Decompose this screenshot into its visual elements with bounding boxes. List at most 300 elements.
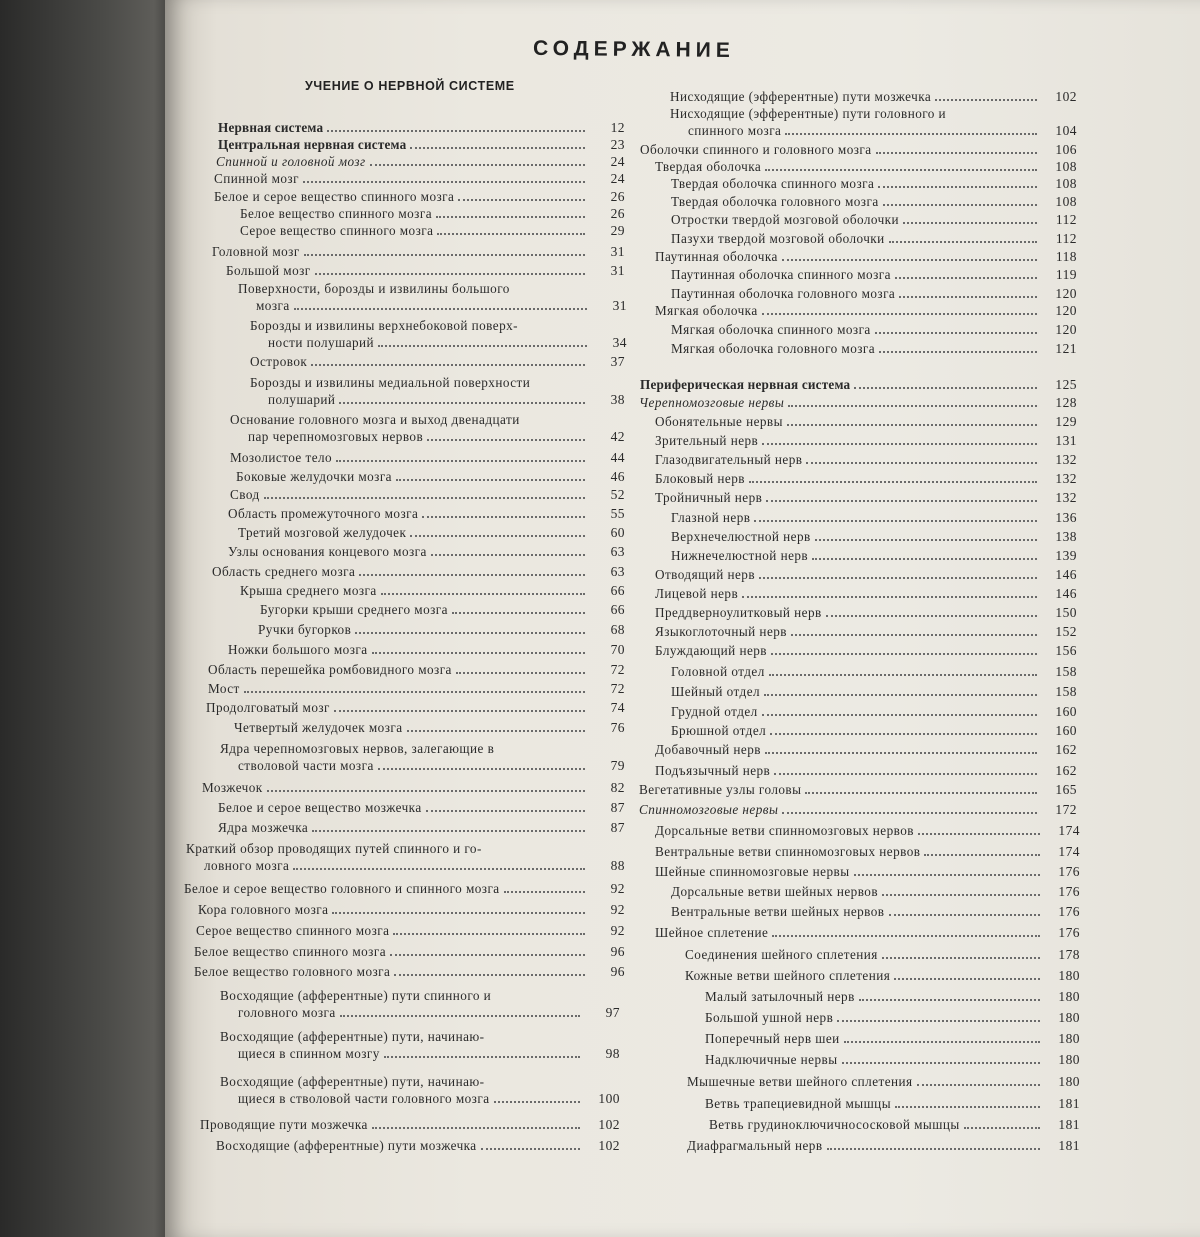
dot-leader bbox=[372, 642, 585, 654]
toc-entry bbox=[687, 1073, 1080, 1090]
dot-leader bbox=[806, 452, 1037, 464]
toc-entry-title: Пазухи твердой мозговой оболочки bbox=[671, 231, 885, 246]
toc-entry-title: Восходящие (афферентные) пути спинного и bbox=[220, 988, 492, 1003]
toc-entry-title: Нижнечелюстной нерв bbox=[671, 548, 809, 563]
toc-entry-title: Обонятельные нервы bbox=[655, 414, 783, 429]
toc-entry-title: Третий мозговой желудочек bbox=[238, 525, 407, 540]
toc-entry-title-cont: пар черепномозговых нервов bbox=[248, 429, 424, 444]
toc-page-number: 119 bbox=[1055, 267, 1077, 282]
dot-leader bbox=[264, 487, 585, 499]
toc-entry bbox=[671, 193, 1077, 210]
toc-page-number: 24 bbox=[610, 171, 625, 186]
dot-leader bbox=[889, 904, 1041, 916]
toc-entry-title: Малый затылочный нерв bbox=[705, 989, 855, 1004]
toc-entry bbox=[671, 321, 1077, 338]
toc-entry-title: Вентральные ветви шейных нервов bbox=[671, 904, 885, 919]
dot-leader bbox=[882, 884, 1040, 896]
dot-leader bbox=[785, 123, 1037, 135]
toc-entry-title: Брюшной отдел bbox=[671, 723, 767, 738]
toc-page-number: 55 bbox=[610, 506, 625, 521]
toc-page-number: 125 bbox=[1055, 377, 1077, 392]
dot-leader bbox=[426, 800, 585, 812]
dot-leader bbox=[769, 664, 1037, 676]
toc-entry bbox=[196, 922, 625, 939]
toc-entry bbox=[234, 719, 625, 736]
toc-page-number: 112 bbox=[1055, 231, 1077, 246]
toc-entry bbox=[655, 585, 1077, 602]
toc-entry bbox=[236, 468, 625, 485]
toc-page-number: 92 bbox=[610, 881, 625, 896]
toc-entry bbox=[228, 505, 625, 522]
toc-entry bbox=[639, 781, 1077, 798]
toc-page-number: 181 bbox=[1058, 1096, 1080, 1111]
dot-leader bbox=[770, 723, 1037, 735]
toc-entry bbox=[655, 432, 1077, 449]
dot-leader bbox=[370, 154, 585, 166]
toc-page-number: 180 bbox=[1058, 968, 1080, 983]
toc-entry-title: Паутинная оболочка головного мозга bbox=[671, 286, 896, 301]
dot-leader bbox=[772, 925, 1040, 937]
toc-page-number: 136 bbox=[1055, 510, 1077, 525]
toc-entry-title: Белое и серое вещество спинного мозга bbox=[214, 189, 455, 204]
toc-page-number: 180 bbox=[1058, 1010, 1080, 1025]
dot-leader bbox=[782, 249, 1037, 261]
section-title: УЧЕНИЕ О НЕРВНОЙ СИСТЕМЕ bbox=[305, 79, 515, 93]
toc-entry bbox=[230, 486, 625, 503]
toc-entry-title: Борозды и извилины верхнебоковой поверх- bbox=[250, 318, 519, 333]
toc-entry-title: Лицевой нерв bbox=[655, 586, 739, 601]
toc-entry bbox=[655, 924, 1080, 941]
toc-entry bbox=[218, 799, 625, 816]
toc-page-number: 132 bbox=[1055, 452, 1077, 467]
toc-page-number: 44 bbox=[610, 450, 625, 465]
dot-leader bbox=[304, 244, 585, 256]
toc-entry bbox=[218, 819, 625, 836]
toc-page-number: 129 bbox=[1055, 414, 1077, 429]
toc-entry bbox=[687, 1137, 1080, 1154]
toc-entry-title-cont: мозга bbox=[256, 298, 290, 313]
toc-page-number: 23 bbox=[610, 137, 625, 152]
toc-entry bbox=[198, 901, 625, 918]
dot-leader bbox=[394, 964, 585, 976]
toc-entry bbox=[640, 376, 1077, 393]
dot-leader bbox=[762, 433, 1037, 445]
dot-leader bbox=[882, 947, 1040, 959]
toc-page-number: 29 bbox=[610, 223, 625, 238]
toc-entry-title: Мышечные ветви шейного сплетения bbox=[687, 1074, 913, 1089]
dot-leader bbox=[762, 704, 1037, 716]
toc-entry-title-cont: спинного мозга bbox=[688, 123, 782, 138]
toc-entry bbox=[655, 451, 1077, 468]
toc-entry bbox=[655, 822, 1080, 839]
toc-entry bbox=[709, 1116, 1080, 1133]
toc-entry-title: Шейные спинномозговые нервы bbox=[655, 864, 850, 879]
toc-entry-title: Головной отдел bbox=[671, 664, 765, 679]
toc-entry bbox=[220, 987, 620, 1021]
toc-page-number: 146 bbox=[1055, 567, 1077, 582]
toc-entry bbox=[655, 762, 1077, 779]
dot-leader bbox=[924, 844, 1040, 856]
toc-entry-title-cont: ловного мозга bbox=[204, 858, 290, 873]
toc-page-number: 82 bbox=[610, 780, 625, 795]
toc-entry bbox=[184, 880, 625, 897]
toc-page-number: 180 bbox=[1058, 1031, 1080, 1046]
dot-leader bbox=[378, 335, 587, 347]
toc-entry bbox=[671, 340, 1077, 357]
toc-entry bbox=[655, 863, 1080, 880]
toc-entry-title: Черепномозговые нервы bbox=[639, 395, 785, 410]
toc-entry-title: Нервная система bbox=[218, 120, 324, 135]
toc-page-number: 139 bbox=[1055, 548, 1077, 563]
toc-entry bbox=[705, 1095, 1080, 1112]
dot-leader bbox=[311, 354, 585, 366]
toc-entry-title-cont: стволовой части мозга bbox=[238, 758, 374, 773]
toc-entry-title: Основание головного мозга и выход двенадцати bbox=[230, 412, 520, 427]
dot-leader bbox=[876, 142, 1037, 154]
toc-page-number: 176 bbox=[1058, 864, 1080, 879]
toc-entry-title: Поверхности, борозды и извилины большого bbox=[238, 281, 510, 296]
dot-leader bbox=[759, 567, 1037, 579]
toc-page-number: 38 bbox=[610, 392, 625, 407]
toc-entry-title: Отводящий нерв bbox=[655, 567, 756, 582]
toc-entry bbox=[671, 211, 1077, 228]
toc-entry-title: Мягкая оболочка спинного мозга bbox=[671, 322, 871, 337]
toc-entry bbox=[655, 566, 1077, 583]
toc-entry-title: Ветвь трапециевидной мышцы bbox=[705, 1096, 892, 1111]
toc-page-number: 158 bbox=[1055, 684, 1077, 699]
toc-entry bbox=[671, 528, 1077, 545]
toc-entry bbox=[214, 188, 625, 205]
toc-entry bbox=[671, 266, 1077, 283]
toc-entry-title-cont: щиеся в стволовой части головного мозга bbox=[238, 1091, 490, 1106]
toc-page-number: 102 bbox=[598, 1117, 620, 1132]
toc-page-number: 112 bbox=[1055, 212, 1077, 227]
toc-entry bbox=[230, 449, 625, 466]
toc-page-number: 138 bbox=[1055, 529, 1077, 544]
toc-entry-title: Мозолистое тело bbox=[230, 450, 333, 465]
toc-page-number: 120 bbox=[1055, 303, 1077, 318]
toc-entry bbox=[200, 1116, 620, 1133]
toc-entry bbox=[705, 1051, 1080, 1068]
toc-entry bbox=[705, 988, 1080, 1005]
toc-entry bbox=[671, 903, 1080, 920]
toc-page-number: 68 bbox=[610, 622, 625, 637]
toc-entry-title: Центральная нервная система bbox=[218, 137, 407, 152]
toc-page-number: 172 bbox=[1055, 802, 1077, 817]
dot-leader bbox=[481, 1138, 580, 1150]
dot-leader bbox=[749, 471, 1037, 483]
toc-entry-title: Соединения шейного сплетения bbox=[685, 947, 878, 962]
toc-page-number: 158 bbox=[1055, 664, 1077, 679]
dot-leader bbox=[878, 176, 1037, 188]
toc-entry-title: Область среднего мозга bbox=[212, 564, 356, 579]
toc-entry bbox=[212, 243, 625, 260]
toc-entry-title: Подъязычный нерв bbox=[655, 763, 771, 778]
dot-leader bbox=[782, 802, 1037, 814]
toc-page-number: 162 bbox=[1055, 742, 1077, 757]
toc-page-number: 96 bbox=[610, 944, 625, 959]
toc-page-number: 156 bbox=[1055, 643, 1077, 658]
toc-entry bbox=[705, 1030, 1080, 1047]
toc-entry bbox=[218, 136, 625, 153]
toc-entry-title: Белое и серое вещество мозжечка bbox=[218, 800, 422, 815]
toc-page-number: 97 bbox=[605, 1005, 620, 1020]
toc-page-number: 128 bbox=[1055, 395, 1077, 410]
toc-page-number: 165 bbox=[1055, 782, 1077, 797]
toc-entry-title: Кожные ветви шейного сплетения bbox=[685, 968, 891, 983]
toc-entry-title: Узлы основания концевого мозга bbox=[228, 544, 427, 559]
dot-leader bbox=[859, 989, 1040, 1001]
toc-entry bbox=[640, 141, 1077, 158]
toc-entry-title: Диафрагмальный нерв bbox=[687, 1138, 823, 1153]
toc-entry bbox=[671, 883, 1080, 900]
dot-leader bbox=[427, 429, 585, 441]
dot-leader bbox=[889, 231, 1037, 243]
toc-page-number: 31 bbox=[612, 298, 627, 313]
dot-leader bbox=[935, 89, 1037, 101]
toc-page-number: 66 bbox=[610, 602, 625, 617]
dot-leader bbox=[899, 286, 1037, 298]
dot-leader bbox=[854, 864, 1040, 876]
dot-leader bbox=[410, 525, 585, 537]
toc-entry bbox=[685, 967, 1080, 984]
dot-leader bbox=[742, 586, 1037, 598]
dot-leader bbox=[894, 968, 1040, 980]
toc-entry bbox=[655, 741, 1077, 758]
toc-entry bbox=[250, 353, 625, 370]
toc-entry-title: Четвертый желудочек мозга bbox=[234, 720, 403, 735]
toc-entry-title: Мягкая оболочка головного мозга bbox=[671, 341, 876, 356]
dot-leader bbox=[312, 820, 585, 832]
toc-entry-title: Твердая оболочка головного мозга bbox=[671, 194, 879, 209]
book-spine-shadow bbox=[0, 0, 175, 1237]
toc-entry-title: Спинномозговые нервы bbox=[639, 802, 779, 817]
toc-page-number: 178 bbox=[1058, 947, 1080, 962]
toc-page-number: 87 bbox=[610, 820, 625, 835]
toc-page-number: 132 bbox=[1055, 490, 1077, 505]
toc-entry bbox=[655, 158, 1077, 175]
toc-entry bbox=[655, 604, 1077, 621]
dot-leader bbox=[815, 529, 1037, 541]
toc-entry-title: Проводящие пути мозжечка bbox=[200, 1117, 368, 1132]
toc-page-number: 66 bbox=[610, 583, 625, 598]
toc-page-number: 96 bbox=[610, 964, 625, 979]
dot-leader bbox=[431, 544, 585, 556]
toc-entry bbox=[238, 280, 627, 314]
dot-leader bbox=[294, 298, 587, 310]
dot-leader bbox=[895, 1096, 1040, 1108]
toc-page-number: 12 bbox=[610, 120, 625, 135]
toc-entry bbox=[250, 317, 627, 351]
toc-entry bbox=[240, 582, 625, 599]
toc-entry-title: Преддверноулитковый нерв bbox=[655, 605, 822, 620]
toc-entry-title: Зрительный нерв bbox=[655, 433, 759, 448]
dot-leader bbox=[458, 189, 585, 201]
toc-entry-title: Серое вещество спинного мозга bbox=[196, 923, 390, 938]
dot-leader bbox=[244, 681, 585, 693]
toc-entry-title: Бугорки крыши среднего мозга bbox=[260, 602, 448, 617]
dot-leader bbox=[791, 624, 1037, 636]
toc-page-number: 118 bbox=[1055, 249, 1077, 264]
toc-entry bbox=[216, 1137, 620, 1154]
toc-entry-title: Нисходящие (эфферентные) пути головного и bbox=[670, 106, 947, 121]
toc-page-number: 108 bbox=[1055, 194, 1077, 209]
toc-entry bbox=[655, 470, 1077, 487]
toc-entry-title: Область промежуточного мозга bbox=[228, 506, 419, 521]
toc-entry-title: Дорсальные ветви спинномозговых нервов bbox=[655, 823, 914, 838]
toc-entry bbox=[240, 205, 625, 222]
dot-leader bbox=[396, 469, 585, 481]
toc-entry-title: Шейное сплетение bbox=[655, 925, 769, 940]
dot-leader bbox=[765, 742, 1037, 754]
dot-leader bbox=[340, 1005, 580, 1017]
toc-entry-title: Большой ушной нерв bbox=[705, 1010, 834, 1025]
toc-entry bbox=[220, 740, 625, 774]
toc-page-number: 79 bbox=[610, 758, 625, 773]
toc-entry-title: Периферическая нервная система bbox=[640, 377, 851, 392]
toc-entry-title: Оболочки спинного и головного мозга bbox=[640, 142, 872, 157]
dot-leader bbox=[771, 643, 1037, 655]
toc-entry-title: Продолговатый мозг bbox=[206, 700, 330, 715]
dot-leader bbox=[355, 622, 585, 634]
toc-entry-title: Краткий обзор проводящих путей спинного и го- bbox=[186, 841, 482, 856]
dot-leader bbox=[895, 267, 1037, 279]
toc-page-number: 74 bbox=[610, 700, 625, 715]
toc-entry bbox=[671, 683, 1077, 700]
toc-page-number: 63 bbox=[610, 564, 625, 579]
dot-leader bbox=[827, 1138, 1040, 1150]
toc-entry-title: Нисходящие (эфферентные) пути мозжечка bbox=[670, 89, 932, 104]
toc-page-number: 100 bbox=[598, 1091, 620, 1106]
dot-leader bbox=[315, 263, 585, 275]
dot-leader bbox=[336, 450, 585, 462]
toc-entry bbox=[671, 175, 1077, 192]
toc-entry-title: Островок bbox=[250, 354, 308, 369]
dot-leader bbox=[422, 506, 585, 518]
toc-entry bbox=[260, 601, 625, 618]
toc-page-number: 46 bbox=[610, 469, 625, 484]
toc-entry-title-cont: головного мозга bbox=[238, 1005, 336, 1020]
dot-leader bbox=[826, 605, 1037, 617]
dot-leader bbox=[964, 1117, 1040, 1129]
toc-entry-title: Ножки большого мозга bbox=[228, 642, 368, 657]
dot-leader bbox=[436, 206, 585, 218]
toc-page-number: 76 bbox=[610, 720, 625, 735]
toc-column-left bbox=[180, 0, 630, 1237]
dot-leader bbox=[774, 763, 1037, 775]
dot-leader bbox=[875, 322, 1037, 334]
dot-leader bbox=[837, 1010, 1040, 1022]
dot-leader bbox=[879, 341, 1037, 353]
dot-leader bbox=[854, 377, 1037, 389]
toc-entry bbox=[655, 413, 1077, 430]
toc-page-number: 106 bbox=[1055, 142, 1077, 157]
toc-entry bbox=[639, 801, 1077, 818]
toc-entry-title: Боковые желудочки мозга bbox=[236, 469, 392, 484]
toc-entry-title: Восходящие (афферентные) пути, начинаю- bbox=[220, 1029, 485, 1044]
toc-entry bbox=[238, 524, 625, 541]
toc-entry-title: Добавочный нерв bbox=[655, 742, 761, 757]
toc-page-number: 42 bbox=[610, 429, 625, 444]
toc-entry bbox=[671, 722, 1077, 739]
toc-entry bbox=[655, 248, 1077, 265]
dot-leader bbox=[764, 684, 1037, 696]
toc-entry-title-cont: полушарий bbox=[268, 392, 336, 407]
toc-page-number: 132 bbox=[1055, 471, 1077, 486]
toc-entry bbox=[639, 394, 1077, 411]
toc-page-number: 176 bbox=[1058, 884, 1080, 899]
toc-page-number: 87 bbox=[610, 800, 625, 815]
toc-entry-title-cont: ности полушарий bbox=[268, 335, 375, 350]
toc-entry bbox=[655, 843, 1080, 860]
toc-entry-title: Тройничный нерв bbox=[655, 490, 763, 505]
toc-page-number: 150 bbox=[1055, 605, 1077, 620]
toc-entry bbox=[214, 170, 625, 187]
dot-leader bbox=[494, 1091, 580, 1103]
toc-page-number: 160 bbox=[1055, 723, 1077, 738]
toc-entry bbox=[655, 489, 1077, 506]
toc-page-number: 174 bbox=[1058, 823, 1080, 838]
toc-page-number: 181 bbox=[1058, 1117, 1080, 1132]
dot-leader bbox=[456, 662, 585, 674]
toc-page-number: 176 bbox=[1058, 904, 1080, 919]
toc-page-number: 131 bbox=[1055, 433, 1077, 448]
toc-entry-title: Вегетативные узлы головы bbox=[639, 782, 802, 797]
dot-leader bbox=[812, 548, 1037, 560]
toc-entry bbox=[655, 302, 1077, 319]
toc-entry bbox=[208, 661, 625, 678]
toc-page-number: 98 bbox=[605, 1046, 620, 1061]
toc-entry bbox=[655, 642, 1077, 659]
toc-entry bbox=[208, 680, 625, 697]
toc-page-number: 181 bbox=[1058, 1138, 1080, 1153]
toc-entry bbox=[258, 621, 625, 638]
toc-page-number: 26 bbox=[610, 206, 625, 221]
toc-entry bbox=[230, 411, 625, 445]
toc-entry bbox=[250, 374, 625, 408]
toc-page-number: 31 bbox=[610, 263, 625, 278]
toc-entry-title: Свод bbox=[230, 487, 260, 502]
dot-leader bbox=[787, 414, 1037, 426]
toc-page-number: 146 bbox=[1055, 586, 1077, 601]
dot-leader bbox=[359, 564, 585, 576]
toc-entry-title: Грудной отдел bbox=[671, 704, 758, 719]
dot-leader bbox=[332, 902, 585, 914]
dot-leader bbox=[410, 137, 585, 149]
toc-entry bbox=[194, 963, 625, 980]
toc-page-number: 34 bbox=[612, 335, 627, 350]
dot-leader bbox=[504, 881, 585, 893]
toc-entry bbox=[216, 153, 625, 170]
dot-leader bbox=[883, 194, 1037, 206]
toc-entry bbox=[671, 230, 1077, 247]
toc-page-number: 152 bbox=[1055, 624, 1077, 639]
dot-leader bbox=[339, 392, 585, 404]
toc-page-number: 174 bbox=[1058, 844, 1080, 859]
dot-leader bbox=[805, 782, 1037, 794]
toc-entry-title: Большой мозг bbox=[226, 263, 311, 278]
toc-entry bbox=[671, 285, 1077, 302]
dot-leader bbox=[452, 602, 585, 614]
toc-page-number: 63 bbox=[610, 544, 625, 559]
toc-page-number: 121 bbox=[1055, 341, 1077, 356]
toc-entry bbox=[212, 563, 625, 580]
dot-leader bbox=[766, 490, 1037, 502]
toc-entry-title: Надключичные нервы bbox=[705, 1052, 838, 1067]
dot-leader bbox=[327, 120, 585, 132]
dot-leader bbox=[372, 1117, 580, 1129]
toc-page-number: 108 bbox=[1055, 159, 1077, 174]
